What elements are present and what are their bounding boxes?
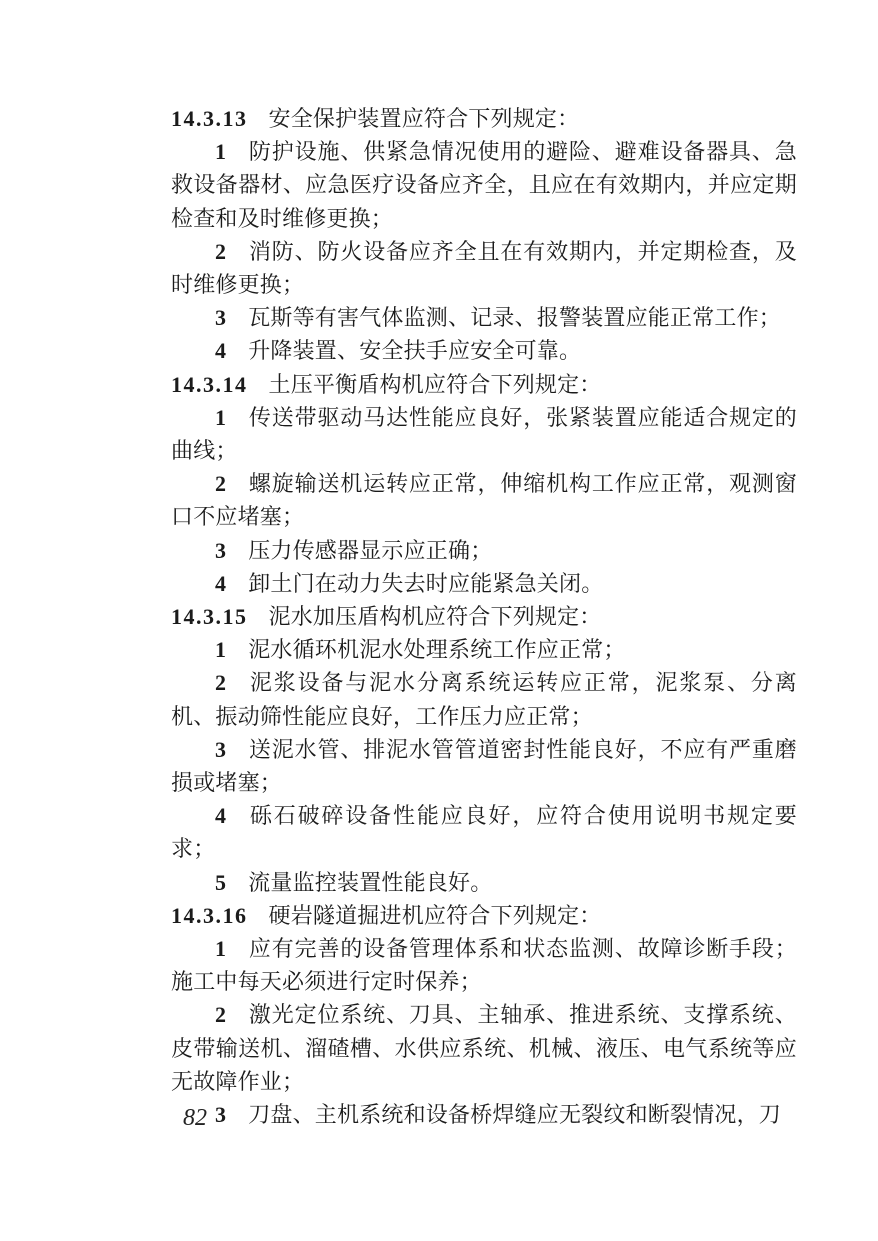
clause-heading (171, 368, 797, 401)
list-item (171, 733, 797, 799)
list-item (171, 301, 797, 334)
page-number: 82 (183, 1105, 207, 1131)
item-number: 3 (215, 736, 227, 762)
item-text: 消防、防火设备应齐全且在有效期内，并定期检查，及时维修更换； (171, 238, 797, 298)
item-number: 1 (215, 936, 227, 962)
list-item (171, 633, 797, 666)
clause-number: 14.3.14 (171, 371, 248, 397)
item-text: 防护设施、供紧急情况使用的避险、避难设备器具、急救设备器材、应急医疗设备应齐全，且应在有效期内，并应定期检查和及时维修更换； (171, 139, 797, 231)
list-item (171, 467, 797, 533)
item-number: 1 (215, 637, 227, 663)
item-text: 泥浆设备与泥水分离系统运转应正常，泥浆泵、分离机、振动筛性能应良好，工作压力应正常； (171, 670, 797, 729)
item-text: 激光定位系统、刀具、主轴承、推进系统、支撑系统、皮带输送机、溜碴槽、水供应系统、机械、液压、电气系统等应无故障作业； (171, 1002, 797, 1094)
page-body (171, 102, 797, 1131)
list-item (171, 866, 797, 899)
item-number: 2 (215, 238, 227, 264)
list-item (171, 998, 797, 1098)
item-text: 压力传感器显示应正确； (248, 537, 493, 563)
item-text: 刀盘、主机系统和设备桥焊缝应无裂纹和断裂情况，刀 (248, 1102, 782, 1128)
item-number: 5 (215, 869, 227, 895)
item-text: 送泥水管、排泥水管管道密封性能良好，不应有严重磨损或堵塞； (171, 736, 797, 796)
item-number: 4 (215, 338, 227, 364)
clause-number: 14.3.15 (171, 604, 248, 630)
item-number: 3 (215, 1102, 227, 1128)
clause-title: 安全保护装置应符合下列规定： (268, 106, 580, 131)
list-item (171, 534, 797, 567)
item-number: 4 (215, 570, 227, 596)
item-text: 螺旋输送机运转应正常，伸缩机构工作应正常，观测窗口不应堵塞； (171, 471, 797, 530)
list-item (171, 401, 797, 467)
list-item (171, 1098, 797, 1131)
item-number: 1 (215, 404, 227, 430)
item-text: 瓦斯等有害气体监测、记录、报警装置应能正常工作； (248, 305, 782, 331)
list-item (171, 334, 797, 367)
clause-heading (171, 102, 797, 135)
item-number: 4 (215, 803, 227, 829)
item-text: 流量监控装置性能良好。 (248, 869, 493, 895)
item-text: 泥水循环机泥水处理系统工作应正常； (248, 637, 626, 663)
clause-title: 泥水加压盾构机应符合下列规定： (268, 604, 602, 630)
clause-title: 硬岩隧道掘进机应符合下列规定： (268, 902, 602, 928)
item-number: 2 (215, 670, 227, 696)
item-number: 3 (215, 305, 227, 331)
list-item (171, 135, 797, 235)
clause-heading (171, 600, 797, 633)
item-number: 1 (215, 139, 227, 165)
list-item (171, 567, 797, 600)
item-number: 2 (215, 471, 227, 497)
item-text: 砾石破碎设备性能应良好，应符合使用说明书规定要求； (171, 803, 797, 862)
clause-heading (171, 899, 797, 932)
item-text: 升降装置、安全扶手应安全可靠。 (248, 338, 582, 364)
item-number: 2 (215, 1002, 227, 1028)
item-text: 应有完善的设备管理体系和状态监测、故障诊断手段；施工中每天必须进行定时保养； (171, 936, 797, 995)
list-item (171, 235, 797, 301)
item-text: 传送带驱动马达性能应良好，张紧装置应能适合规定的曲线； (171, 404, 797, 464)
clause-title: 土压平衡盾构机应符合下列规定： (268, 371, 602, 397)
list-item (171, 666, 797, 732)
clause-number: 14.3.13 (171, 106, 248, 131)
item-text: 卸土门在动力失去时应能紧急关闭。 (248, 570, 604, 596)
item-number: 3 (215, 537, 227, 563)
list-item (171, 799, 797, 865)
clause-number: 14.3.16 (171, 902, 248, 928)
list-item (171, 932, 797, 998)
